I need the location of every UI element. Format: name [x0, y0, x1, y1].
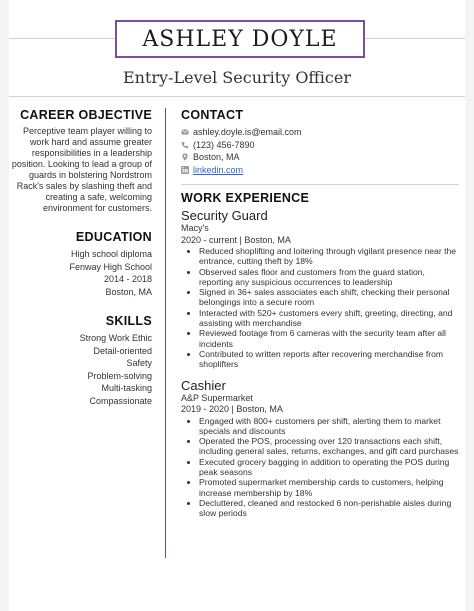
job-company: A&P Supermarket: [181, 392, 253, 403]
education-location: Boston, MA: [105, 286, 152, 297]
contact-linkedin-row: [181, 164, 459, 177]
job-bullet: • Signed in 36+ sales associates each shift, checking their personal belongings into a secure room: [199, 287, 459, 308]
job-bullets: [181, 416, 459, 519]
skill-item: Compassionate: [89, 395, 152, 406]
contact-rule: [181, 184, 459, 185]
header-rule-left: [9, 38, 115, 39]
skill-item: Problem-solving: [87, 370, 152, 381]
skills-heading: SKILLS: [105, 314, 152, 328]
education-list: [9, 248, 152, 298]
resume-page: [9, 0, 465, 611]
career-objective-text: Perceptive team player willing to work hard and assume greater responsibilities in a leadership position. Looking to lead a group of guards in bolstering Nordstrom Rack's sales by slashing theft and creating a safe, welcoming environment for customers.: [11, 126, 152, 213]
job-bullet: • Reviewed footage from 6 cameras with the security team after all incidents: [199, 328, 459, 349]
candidate-name: ASHLEY DOYLE: [142, 26, 338, 52]
job-bullet: • Executed grocery bagging in addition to operating the POS during peak seasons: [199, 457, 459, 478]
job-bullet: • Reduced shoplifting and loitering through vigilant presence near the entrance, cutting theft by 18%: [199, 246, 459, 267]
job-bullet: • Operated the POS, processing over 120 transactions each shift, including general sales, returns, exchanges, and gift card purchases: [199, 436, 459, 457]
job-bullets: [181, 246, 459, 370]
skill-item: Detail-oriented: [93, 345, 152, 356]
phone-icon: [181, 141, 189, 149]
career-objective-heading: CAREER OBJECTIVE: [20, 108, 152, 122]
job-company: Macy's: [181, 223, 209, 233]
contact-phone: (123) 456-7890: [193, 139, 255, 150]
job-bullet: • Contributed to written reports after recovering merchandise from shoplifters: [199, 349, 459, 370]
job-bullet: • Engaged with 800+ customers per shift, alerting them to market specials and discounts: [199, 416, 459, 437]
education-heading: EDUCATION: [75, 230, 152, 244]
contact-email: ashley.doyle.is@email.com: [193, 127, 302, 137]
subtitle-rule: [9, 96, 465, 97]
job-bullet: • Observed sales floor and customers from the guard station, reporting any suspicious occurrences to leadership: [199, 267, 459, 288]
map-pin-icon: [181, 153, 189, 161]
skills-list: [9, 332, 152, 407]
linkedin-icon: [181, 166, 189, 174]
job-entry: [181, 208, 459, 370]
contact-phone-row: [181, 139, 459, 152]
linkedin-link[interactable]: linkedin.com: [193, 164, 244, 175]
job-dates-location: 2020 - current | Boston, MA: [181, 234, 291, 245]
job-title: Cashier: [181, 377, 226, 393]
job-target-title: Entry-Level Security Officer: [122, 68, 351, 87]
skill-item: Safety: [126, 358, 152, 368]
contact-heading: CONTACT: [181, 108, 244, 122]
name-box: [115, 20, 365, 58]
skill-item: Strong Work Ethic: [79, 333, 152, 343]
contact-location-row: [181, 151, 459, 164]
envelope-icon: [181, 128, 189, 136]
education-degree: High school diploma: [70, 249, 152, 259]
education-school: Fenway High School: [69, 261, 152, 272]
header-rule-right: [365, 38, 465, 39]
job-dates-location: 2019 - 2020 | Boston, MA: [181, 404, 283, 415]
contact-email-row: [181, 126, 459, 139]
job-bullet: • Decluttered, cleaned and restocked 6 non-perishable aisles during slow periods: [199, 498, 459, 519]
job-bullet: • Promoted supermarket membership cards to customers, helping increase membership by 18%: [199, 477, 459, 498]
work-experience-heading: WORK EXPERIENCE: [181, 191, 310, 205]
left-column: [9, 108, 152, 407]
skill-item: Multi-tasking: [101, 383, 152, 393]
job-bullet: • Interacted with 520+ customers every shift, greeting, directing, and assisting with merchandise: [199, 308, 459, 329]
education-years: 2014 - 2018: [103, 274, 152, 284]
column-divider: [165, 108, 166, 558]
job-title: Security Guard: [181, 208, 268, 223]
job-entry: [181, 378, 459, 519]
right-column: [181, 108, 459, 519]
contact-location: Boston, MA: [193, 152, 240, 162]
